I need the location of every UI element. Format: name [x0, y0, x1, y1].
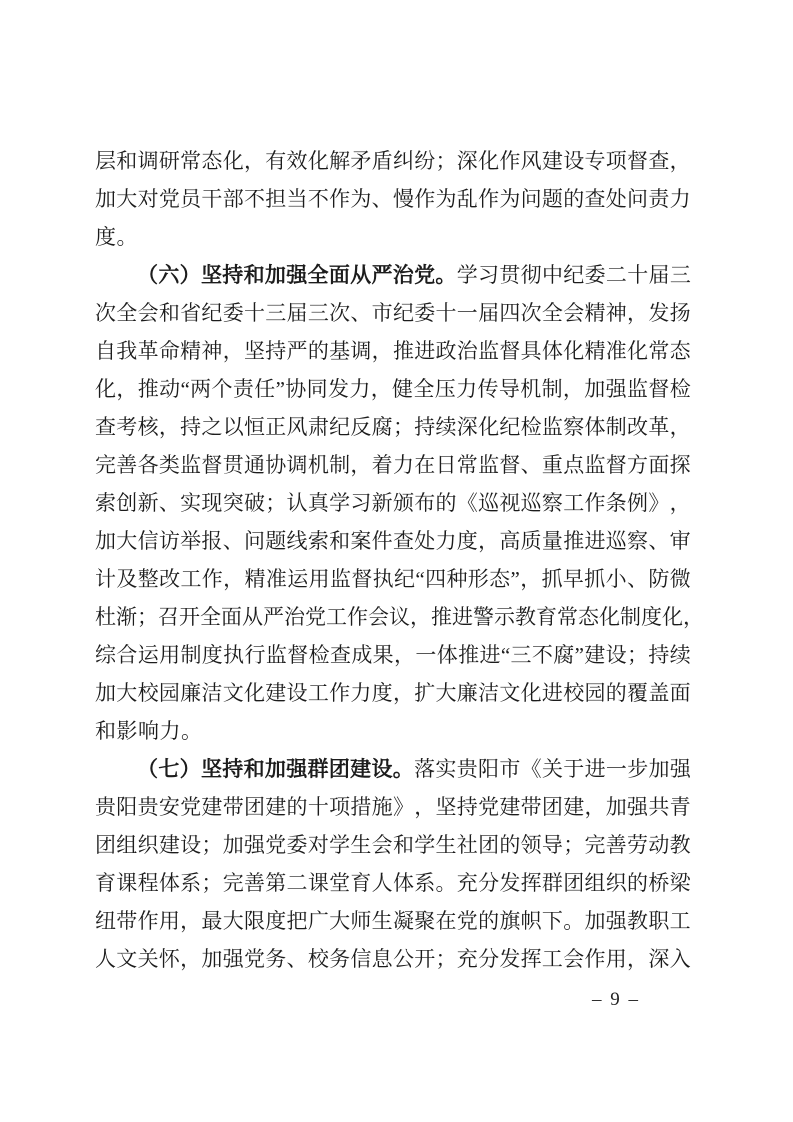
text-line: 完 善 各 类 监 督 贯 通 协 调 机 制 ， 着 力 在 日 常 监 督 、 重 点 监 督 方 面 探	[95, 453, 691, 477]
text-line: 纽 带 作 用 ， 最 大 限 度 把 广 大 师 生 凝 聚 在 党 的 旗 帜 下 。 加 强 教 职 工	[95, 909, 691, 933]
text-line: 索 创 新 、 实 现 突 破 ； 认 真 学 习 新 颁 布 的 《 巡 视 巡 察 工 作 条 例 》 ，	[95, 491, 691, 515]
text-body	[95, 142, 704, 978]
text-line: 查 考 核 ， 持 之 以 恒 正 风 肃 纪 反 腐 ； 持 续 深 化 纪 检 监 察 体 制 改 革 ，	[95, 415, 691, 439]
text-line: 层 和 调 研 常 态 化 ， 有 效 化 解 矛 盾 纠 纷 ； 深 化 作 风 建 设 专 项 督 查 ，	[95, 149, 691, 173]
text-line: （ 七 ） 坚 持 和 加 强 群 团 建 设 。 落 实 贵 阳 市 《 关 于 进 一 步 加 强	[137, 757, 691, 781]
text-line: 和影响力。	[95, 719, 203, 743]
text-line: 加 大 信 访 举 报 、 问 题 线 索 和 案 件 查 处 力 度 ， 高 质 量 推 进 巡 察 、 审	[95, 529, 691, 553]
text-line: 综 合 运 用 制 度 执 行 监 督 检 查 成 果 ， 一 体 推 进 “ 三 不 腐 ” 建 设 ； 持 续	[95, 643, 691, 667]
text-line: 团 组 织 建 设 ； 加 强 党 委 对 学 生 会 和 学 生 社 团 的 领 导 ； 完 善 劳 动 教	[95, 833, 691, 857]
text-line: 化 ， 推 动 “ 两 个 责 任 ” 协 同 发 力 ， 健 全 压 力 传 导 机 制 ， 加 强 监 督 检	[95, 377, 691, 401]
text-line: 次 全 会 和 省 纪 委 十 三 届 三 次 、 市 纪 委 十 一 届 四 次 全 会 精 神 ， 发 扬	[95, 301, 691, 325]
text-line: 加 大 对 党 员 干 部 不 担 当 不 作 为 、 慢 作 为 乱 作 为 问 题 的 查 处 问 责 力	[95, 187, 691, 211]
text-line: 计 及 整 改 工 作 ， 精 准 运 用 监 督 执 纪 “ 四 种 形 态 ” ， 抓 早 抓 小 、 防 微	[95, 567, 691, 591]
text-line: 自 我 革 命 精 神 ， 坚 持 严 的 基 调 ， 推 进 政 治 监 督 具 体 化 精 准 化 常 态	[95, 339, 691, 363]
text-line: 育 课 程 体 系 ； 完 善 第 二 课 堂 育 人 体 系 。 充 分 发 挥 群 团 组 织 的 桥 梁	[95, 871, 691, 895]
page-number: – 9 –	[592, 989, 640, 1010]
text-line: 加 大 校 园 廉 洁 文 化 建 设 工 作 力 度 ， 扩 大 廉 洁 文 化 进 校 园 的 覆 盖 面	[95, 681, 691, 705]
text-line: （ 六 ） 坚 持 和 加 强 全 面 从 严 治 党 。 学 习 贯 彻 中 纪 委 二 十 届 三	[137, 263, 691, 287]
text-line: 贵 阳 贵 安 党 建 带 团 建 的 十 项 措 施 》 ， 坚 持 党 建 带 团 建 ， 加 强 共 青	[95, 795, 691, 819]
text-line: 杜 渐 ； 召 开 全 面 从 严 治 党 工 作 会 议 ， 推 进 警 示 教 育 常 态 化 制 度 化 ，	[95, 605, 704, 629]
text-line: 度。	[95, 225, 138, 249]
text-line: 人 文 关 怀 ， 加 强 党 务 、 校 务 信 息 公 开 ； 充 分 发 挥 工 会 作 用 ， 深 入	[95, 947, 691, 971]
